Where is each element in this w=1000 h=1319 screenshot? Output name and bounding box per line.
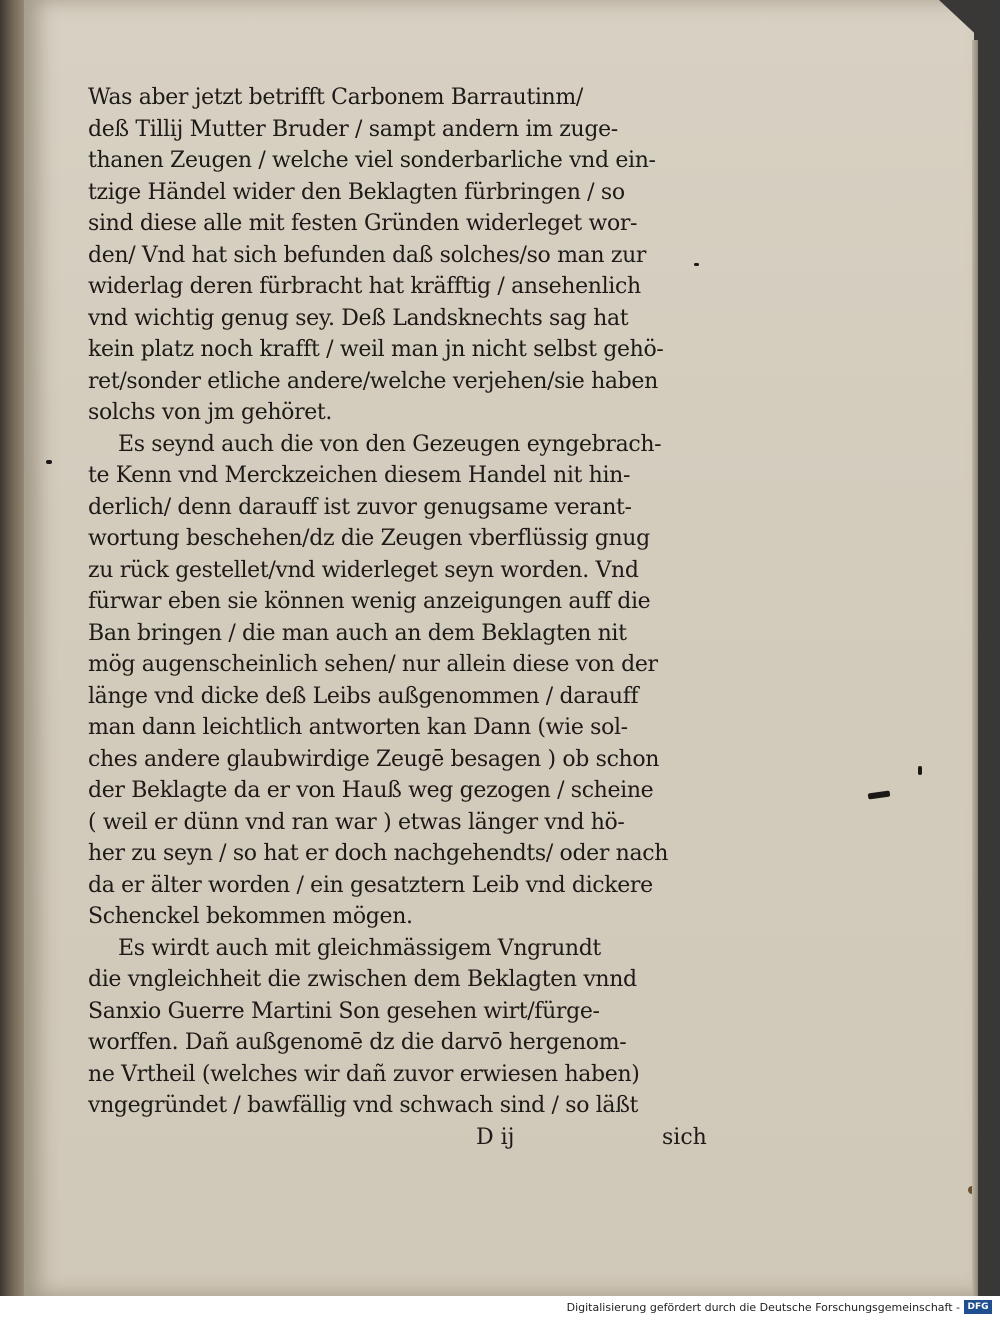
text-line: thanen Zeugen / welche viel sonderbarliche vnd ein- bbox=[88, 148, 656, 173]
text-line: vnd wichtig genug sey. Deß Landsknechts sag hat bbox=[88, 305, 629, 331]
page-text-block bbox=[88, 82, 714, 1153]
margin-mark bbox=[694, 263, 699, 266]
margin-mark bbox=[46, 460, 52, 464]
text-line: ret/sonder etliche andere/welche verjehen/sie haben bbox=[88, 368, 658, 394]
margin-mark bbox=[868, 790, 891, 799]
text-line: derlich/ denn darauff ist zuvor genugsame verant- bbox=[88, 494, 632, 520]
text-line: her zu seyn / so hat er doch nachgehendts/ oder nach bbox=[88, 841, 669, 866]
text-line: den/ Vnd hat sich befunden daß solches/so man zur bbox=[88, 242, 647, 268]
page-footer-line bbox=[88, 1122, 714, 1154]
text-line: tzige Händel wider den Beklagten fürbringen / so bbox=[88, 179, 625, 205]
text-line: Schenckel bekommen mögen. bbox=[88, 904, 413, 929]
text-line-paragraph-start: Es seynd auch die von den Gezeugen eyngebrach- bbox=[118, 431, 662, 457]
page-edge bbox=[972, 40, 978, 1296]
text-line-paragraph-start: Es wirdt auch mit gleichmässigem Vngrundt bbox=[118, 935, 601, 961]
text-line: länge vnd dicke deß Leibs außgenommen / darauff bbox=[88, 683, 639, 709]
text-line: Was aber jetzt betrifft Carbonem Barrautinm/ bbox=[88, 85, 583, 110]
text-line: vngegründet / bawfällig vnd schwach sind / so läßt bbox=[88, 1093, 639, 1118]
text-line: te Kenn vnd Merckzeichen diesem Handel nit hin- bbox=[88, 463, 631, 488]
digitization-credit: Digitalisierung gefördert durch die Deutsche Forschungsgemeinschaft - bbox=[566, 1301, 960, 1314]
text-line: ches andere glaubwirdige Zeugē besagen ) ob schon bbox=[88, 746, 660, 772]
text-line: kein platz noch krafft / weil man jn nicht selbst gehö- bbox=[88, 337, 664, 362]
text-line: solchs von jm gehöret. bbox=[88, 400, 333, 425]
text-line: Ban bringen / die man auch an dem Beklagten nit bbox=[88, 620, 627, 646]
text-line: ne Vrtheil (welches wir dañ zuvor erwiesen haben) bbox=[88, 1061, 640, 1087]
text-line: worffen. Dañ außgenomē dz die darvō hergenom- bbox=[88, 1030, 627, 1055]
text-line: widerlag deren fürbracht hat kräfftig / ansehenlich bbox=[88, 274, 641, 299]
text-line: der Beklagte da er von Hauß weg gezogen / scheine bbox=[88, 778, 654, 803]
book-gutter bbox=[0, 0, 26, 1300]
torn-page-corner bbox=[939, 0, 999, 56]
text-line: die vngleichheit die zwischen dem Beklagten vnnd bbox=[88, 967, 637, 992]
signature-mark: D ij bbox=[476, 1124, 515, 1150]
text-line: sind diese alle mit festen Gründen widerleget wor- bbox=[88, 211, 638, 236]
text-line: man dann leichtlich antworten kan Dann (wie sol- bbox=[88, 715, 628, 740]
text-line: deß Tillij Mutter Bruder / sampt andern im zuge- bbox=[88, 116, 618, 142]
text-line: ( weil er dünn vnd ran war ) etwas länger vnd hö- bbox=[88, 809, 625, 835]
catchword: sich bbox=[662, 1124, 707, 1150]
dfg-logo: DFG bbox=[964, 1300, 992, 1314]
book-page bbox=[24, 0, 974, 1296]
text-line: wortung beschehen/dz die Zeugen vberflüssig gnug bbox=[88, 526, 650, 551]
text-line: da er älter worden / ein gesatztern Leib vnd dickere bbox=[88, 872, 653, 898]
margin-mark bbox=[918, 766, 922, 775]
text-line: Sanxio Guerre Martini Son gesehen wirt/fürge- bbox=[88, 998, 600, 1024]
text-line: mög augenscheinlich sehen/ nur allein diese von der bbox=[88, 652, 658, 677]
text-line: fürwar eben sie können wenig anzeigungen auff die bbox=[88, 589, 651, 614]
text-line: zu rück gestellet/vnd widerleget seyn worden. Vnd bbox=[88, 557, 639, 583]
